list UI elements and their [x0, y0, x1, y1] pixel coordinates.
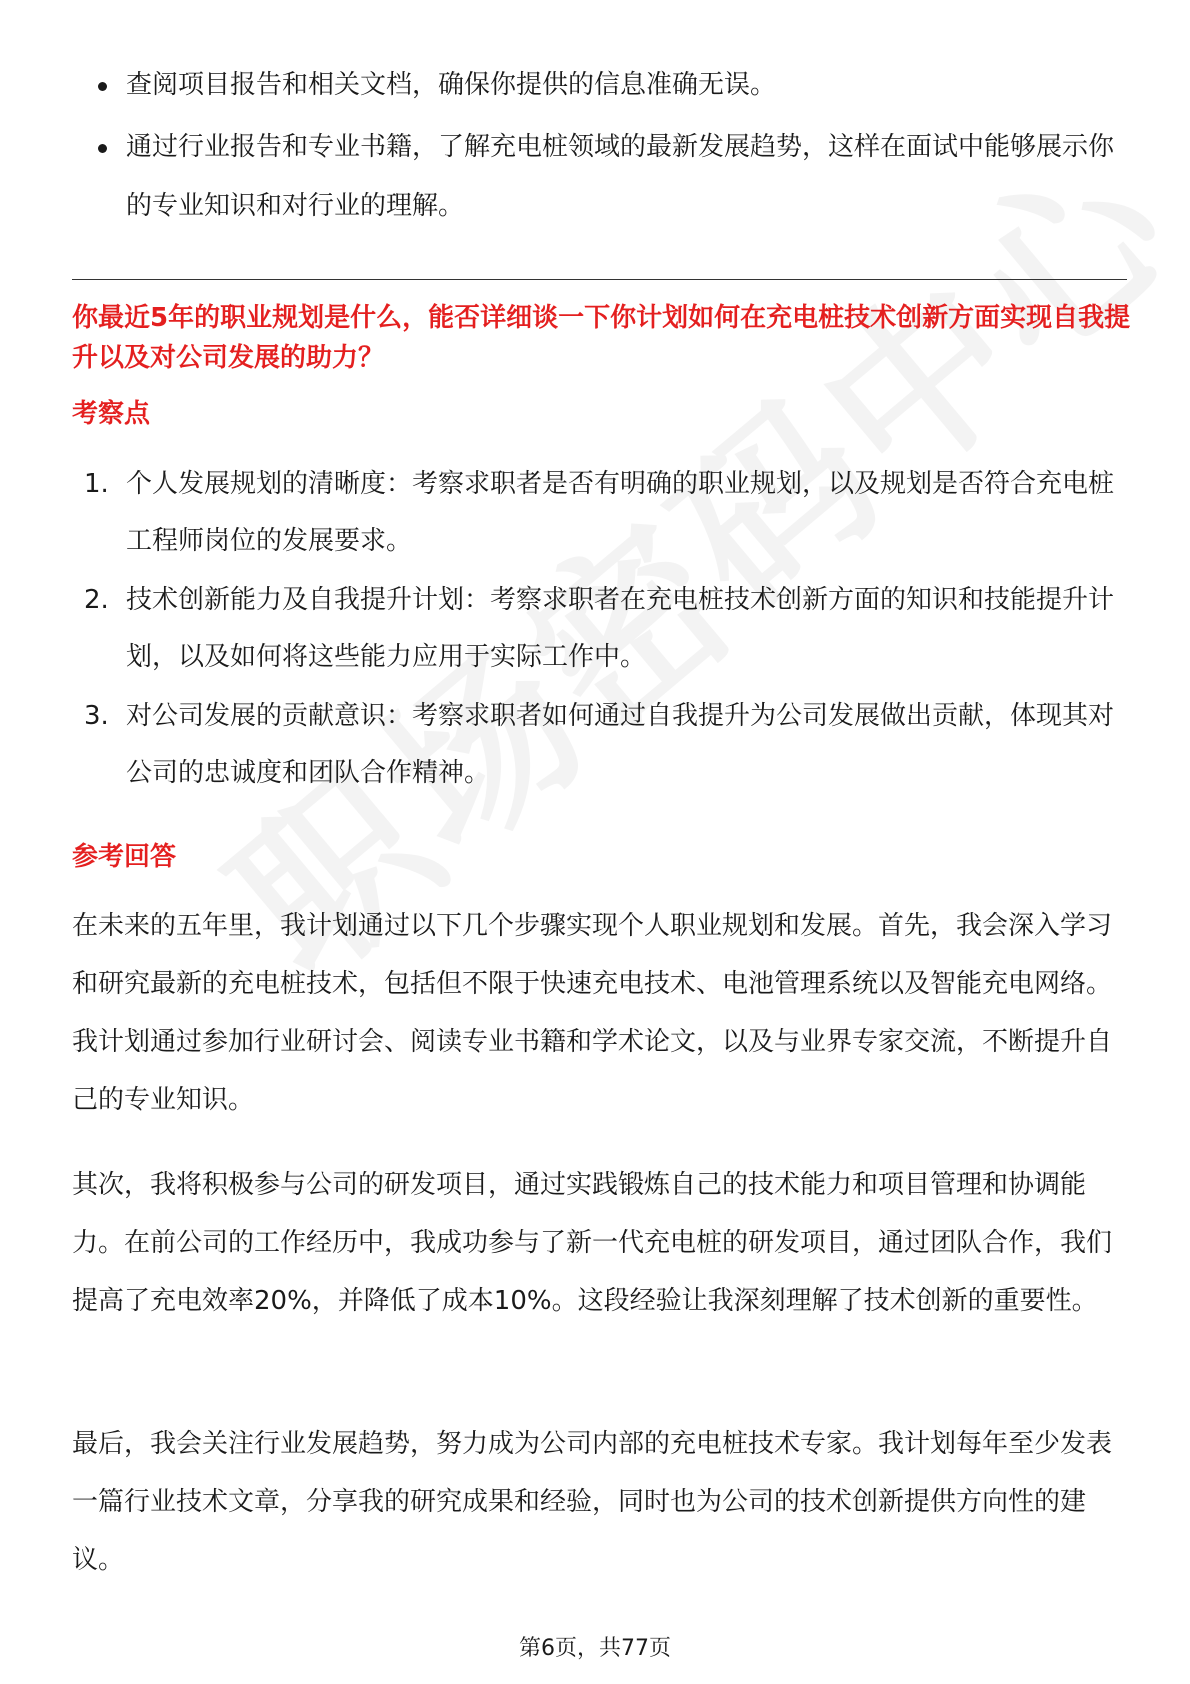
section-divider: [72, 279, 1127, 280]
bullet-text: 通过行业报告和专业书籍，了解充电桩领域的最新发展趋势，这样在面试中能够展示你的专业知识和对行业的理解。: [126, 132, 1115, 221]
item-number: 2.: [84, 585, 109, 615]
item-number: 3.: [84, 701, 109, 731]
item-text: 对公司发展的贡献意识：考察求职者如何通过自我提升为公司发展做出贡献，体现其对公司的忠诚度和团队合作精神。: [126, 701, 1115, 788]
answer-paragraph: 其次，我将积极参与公司的研发项目，通过实践锻炼自己的技术能力和项目管理和协调能力。在前公司的工作经历中，我成功参与了新一代充电桩的研发项目，通过团队合作，我们提高了充电效率20%，并降低了成本10%。这段经验让我深刻理解了技术创新的重要性。: [72, 1170, 1113, 1316]
bullet-dot-icon: [98, 144, 107, 153]
answer-paragraph: 最后，我会关注行业发展趋势，努力成为公司内部的充电桩技术专家。我计划每年至少发表一篇行业技术文章，分享我的研究成果和经验，同时也为公司的技术创新提供方向性的建议。: [72, 1429, 1113, 1575]
bullet-dot-icon: [98, 82, 107, 91]
item-text: 个人发展规划的清晰度：考察求职者是否有明确的职业规划，以及规划是否符合充电桩工程师岗位的发展要求。: [126, 469, 1115, 556]
reference-answer-heading: 参考回答: [72, 842, 177, 872]
examine-point-item: [72, 688, 1132, 802]
item-text: 技术创新能力及自我提升计划：考察求职者在充电桩技术创新方面的知识和技能提升计划，以及如何将这些能力应用于实际工作中。: [126, 585, 1115, 672]
interview-question: 你最近5年的职业规划是什么，能否详细谈一下你计划如何在充电桩技术创新方面实现自我提升以及对公司发展的助力？: [72, 303, 1131, 373]
examine-point-item: [72, 572, 1132, 686]
examine-points-list: [72, 456, 1132, 804]
bullet-item: [72, 118, 1127, 236]
examine-points-heading: 考察点: [72, 399, 151, 429]
item-number: 1.: [84, 469, 109, 499]
bullet-text: 查阅项目报告和相关文档，确保你提供的信息准确无误。: [126, 70, 777, 100]
examine-point-item: [72, 456, 1132, 570]
bullet-item: [72, 56, 1127, 115]
answer-paragraph: 在未来的五年里，我计划通过以下几个步骤实现个人职业规划和发展。首先，我会深入学习和研究最新的充电桩技术，包括但不限于快速充电技术、电池管理系统以及智能充电网络。我计划通过参加行业研讨会、阅读专业书籍和学术论文，以及与业界专家交流，不断提升自己的专业知识。: [72, 911, 1113, 1115]
top-bullet-list: [72, 56, 1127, 239]
page-number-footer: 第6页，共77页: [519, 1636, 671, 1661]
